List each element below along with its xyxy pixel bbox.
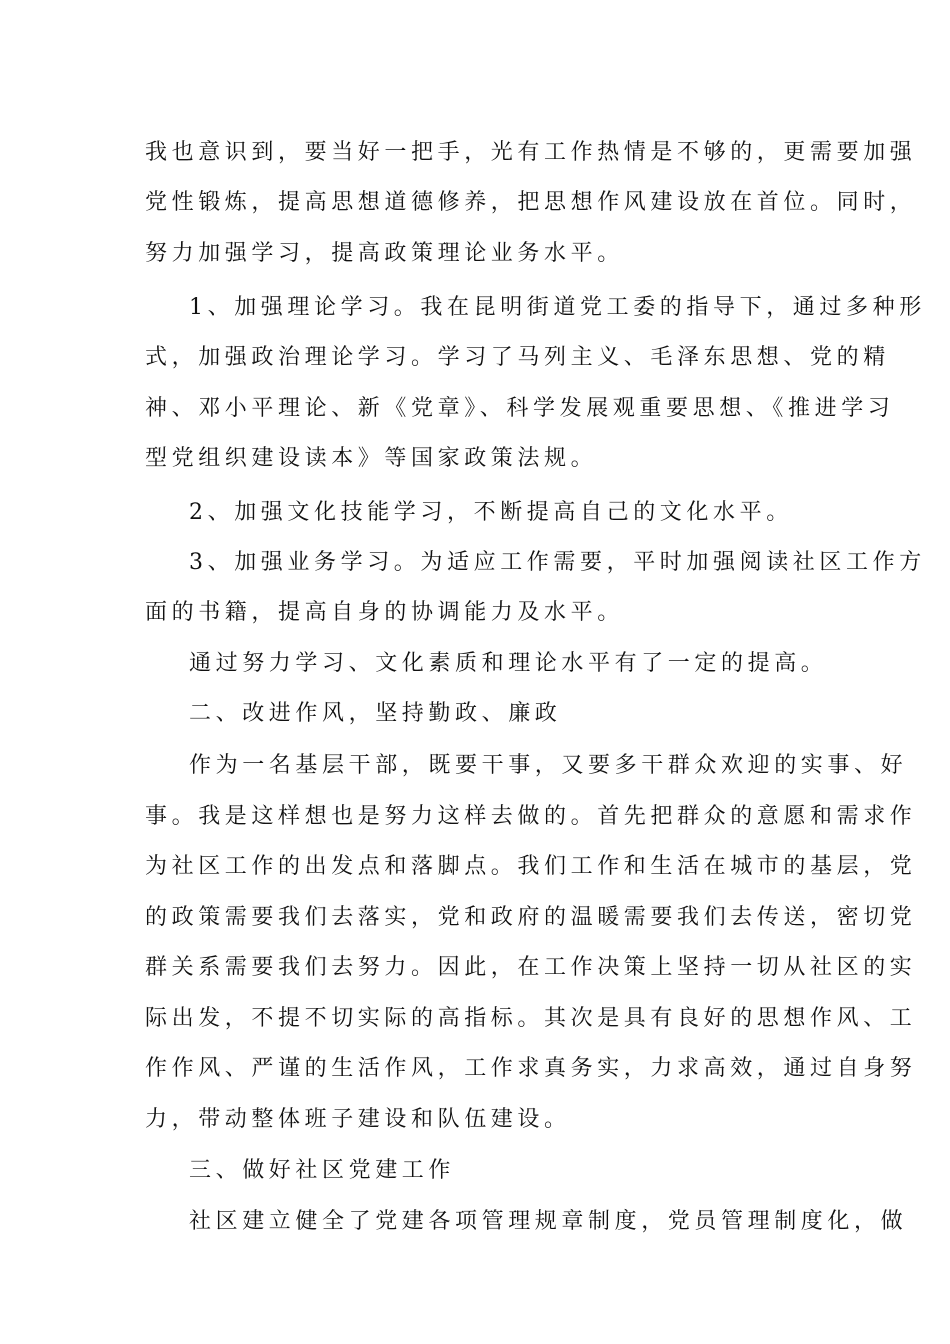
text-line: 我也意识到，要当好一把手，光有工作热情是不够的，更需要加强 xyxy=(145,140,917,165)
text-line: 为社区工作的出发点和落脚点。我们工作和生活在城市的基层，党 xyxy=(145,854,917,879)
section-heading: 二、改进作风，坚持勤政、廉政 xyxy=(189,701,562,726)
list-item-heading: 3、加强业务学习。为适应工作需要，平时加强阅读社区工作方 xyxy=(189,550,926,575)
text-line: 社区建立健全了党建各项管理规章制度，党员管理制度化，做 xyxy=(189,1209,908,1234)
text-line: 型党组织建设读本》等国家政策法规。 xyxy=(145,446,598,471)
text-line: 神、邓小平理论、新《党章》、科学发展观重要思想、《推进学习 xyxy=(145,396,895,421)
text-line: 面的书籍，提高自身的协调能力及水平。 xyxy=(145,600,624,625)
text-line: 群关系需要我们去努力。因此，在工作决策上坚持一切从社区的实 xyxy=(145,955,917,980)
text-line: 力，带动整体班子建设和队伍建设。 xyxy=(145,1107,571,1132)
text-line: 党性锻炼，提高思想道德修养，把思想作风建设放在首位。同时， xyxy=(145,190,917,215)
text-line: 努力加强学习，提高政策理论业务水平。 xyxy=(145,241,624,266)
text-line: 作为一名基层干部，既要干事，又要多干群众欢迎的实事、好 xyxy=(189,753,908,778)
list-item-heading: 2、加强文化技能学习，不断提高自己的文化水平。 xyxy=(189,500,793,525)
text-line: 事。我是这样想也是努力这样去做的。首先把群众的意愿和需求作 xyxy=(145,804,917,829)
text-line: 的政策需要我们去落实，党和政府的温暖需要我们去传送，密切党 xyxy=(145,905,917,930)
text-line: 际出发，不提不切实际的高指标。其次是具有良好的思想作风、工 xyxy=(145,1006,917,1031)
text-line: 通过努力学习、文化素质和理论水平有了一定的提高。 xyxy=(189,651,828,676)
section-heading: 三、做好社区党建工作 xyxy=(189,1158,456,1183)
text-line: 式，加强政治理论学习。学习了马列主义、毛泽东思想、党的精 xyxy=(145,345,890,370)
list-item-heading: 1、加强理论学习。我在昆明街道党工委的指导下，通过多种形 xyxy=(189,295,926,320)
text-line: 作作风、严谨的生活作风，工作求真务实，力求高效，通过自身努 xyxy=(145,1056,917,1081)
